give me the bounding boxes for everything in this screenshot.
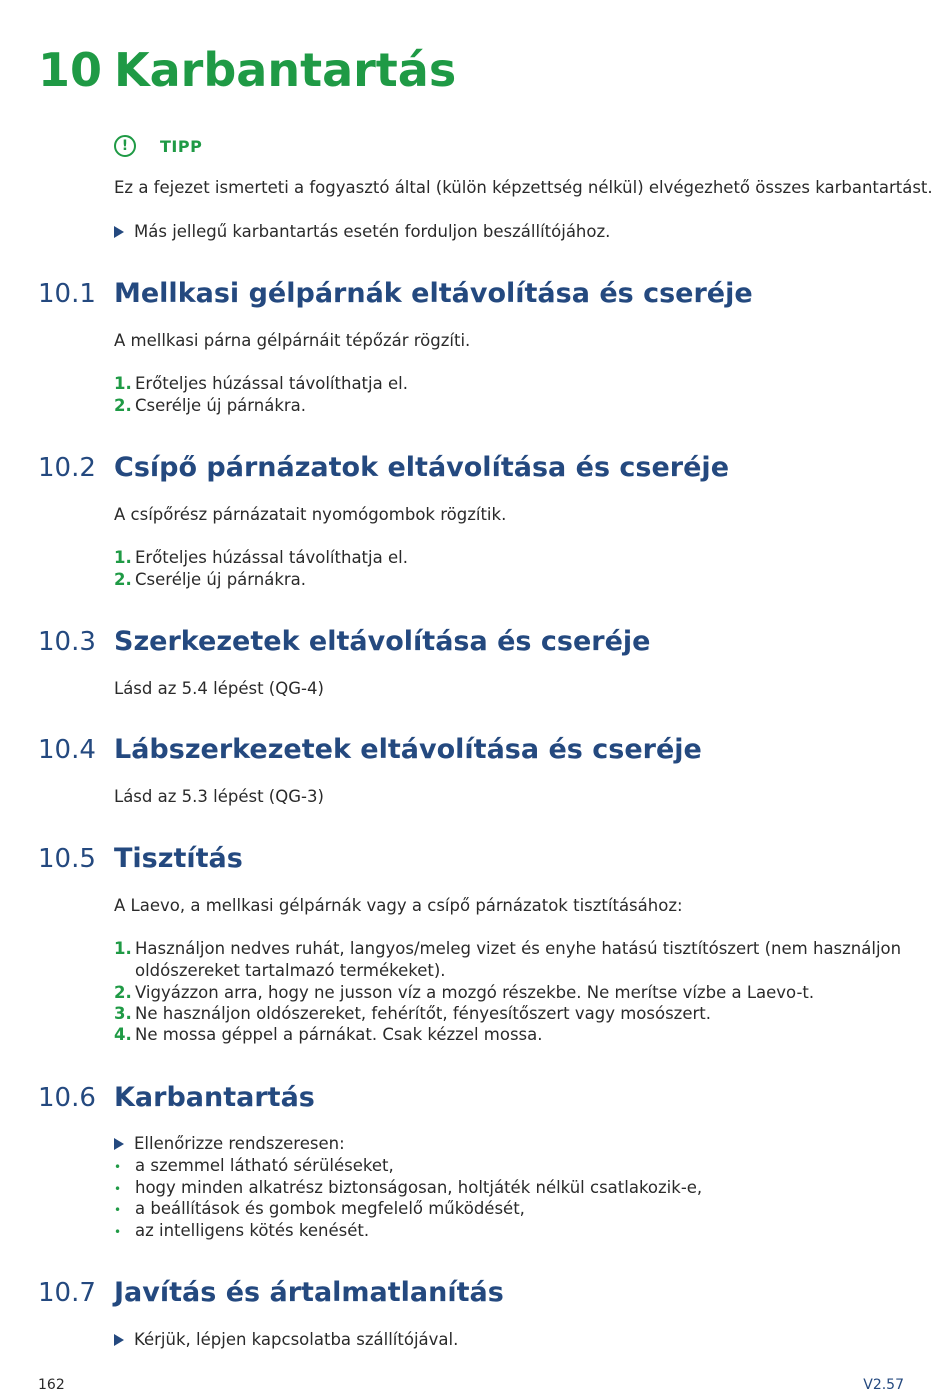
list-item: 1. Erőteljes húzással távolíthatja el.	[114, 374, 408, 393]
bullet-item: • hogy minden alkatrész biztonságosan, holtjáték nélkül csatlakozik-e,	[114, 1177, 702, 1200]
chapter-title: Karbantartás	[114, 43, 457, 97]
section-number: 10.2	[38, 453, 96, 483]
section-title: Tisztítás	[114, 843, 243, 874]
list-item: 4. Ne mossa géppel a párnákat. Csak kézzel mossa.	[114, 1025, 543, 1044]
section-title: Csípő párnázatok eltávolítása és cseréje	[114, 452, 730, 483]
list-item: 2. Cserélje új párnákra.	[114, 396, 307, 415]
dot-bullet-icon: •	[114, 1160, 122, 1174]
section-text: A Laevo, a mellkasi gélpárnák vagy a csípő párnázatok tisztításához:	[114, 896, 683, 915]
tip-label: TIPP	[160, 136, 203, 156]
section-title: Javítás és ártalmatlanítás	[114, 1277, 504, 1308]
section-number: 10.1	[38, 279, 96, 309]
section-title: Lábszerkezetek eltávolítása és cseréje	[114, 734, 702, 765]
list-item-continuation: oldószereket tartalmazó termékeket).	[135, 961, 446, 980]
version-label: V2.57	[863, 1377, 904, 1393]
section-text: A csípőrész párnázatait nyomógombok rögzítik.	[114, 505, 507, 524]
list-item: 2. Cserélje új párnákra.	[114, 570, 307, 589]
bullet-item: • az intelligens kötés kenését.	[114, 1220, 369, 1243]
section-action: Kérjük, lépjen kapcsolatba szállítójával.	[114, 1329, 458, 1351]
chapter-number: 10	[38, 43, 103, 97]
exclamation-icon: !	[114, 135, 136, 157]
section-number: 10.4	[38, 735, 96, 765]
section-title: Szerkezetek eltávolítása és cseréje	[114, 626, 651, 657]
bullet-item: • a szemmel látható sérüléseket,	[114, 1155, 394, 1178]
list-item: 3. Ne használjon oldószereket, fehérítőt, fényesítőszert vagy mosószert.	[114, 1004, 711, 1023]
section-number: 10.3	[38, 627, 96, 657]
section-text: A mellkasi párna gélpárnáit tépőzár rögzíti.	[114, 331, 471, 350]
section-action: Ellenőrizze rendszeresen:	[114, 1133, 345, 1155]
section-number: 10.7	[38, 1278, 96, 1308]
triangle-bullet-icon	[114, 1334, 124, 1346]
triangle-bullet-icon	[114, 1138, 124, 1150]
dot-bullet-icon: •	[114, 1225, 122, 1239]
intro-action: Más jellegű karbantartás esetén forduljon beszállítójához.	[114, 221, 610, 243]
dot-bullet-icon: •	[114, 1203, 122, 1217]
section-title: Karbantartás	[114, 1082, 315, 1113]
dot-bullet-icon: •	[114, 1182, 122, 1196]
section-text: Lásd az 5.4 lépést (QG-4)	[114, 679, 324, 698]
list-item: 2. Vigyázzon arra, hogy ne jusson víz a mozgó részekbe. Ne merítse vízbe a Laevo-t.	[114, 983, 815, 1002]
page-number: 162	[38, 1377, 65, 1393]
list-item: 1. Használjon nedves ruhát, langyos/meleg vizet és enyhe hatású tisztítószert (nem használjon	[114, 939, 902, 958]
list-item: 1. Erőteljes húzással távolíthatja el.	[114, 548, 408, 567]
section-number: 10.6	[38, 1083, 96, 1113]
bullet-item: • a beállítások és gombok megfelelő működését,	[114, 1198, 525, 1221]
section-number: 10.5	[38, 844, 96, 874]
triangle-bullet-icon	[114, 226, 124, 238]
section-title: Mellkasi gélpárnák eltávolítása és cseréje	[114, 278, 753, 309]
intro-text: Ez a fejezet ismerteti a fogyasztó által (külön képzettség nélkül) elvégezhető összes karbantartást.	[114, 178, 933, 197]
tip-callout	[114, 133, 202, 159]
section-text: Lásd az 5.3 lépést (QG-3)	[114, 787, 324, 806]
